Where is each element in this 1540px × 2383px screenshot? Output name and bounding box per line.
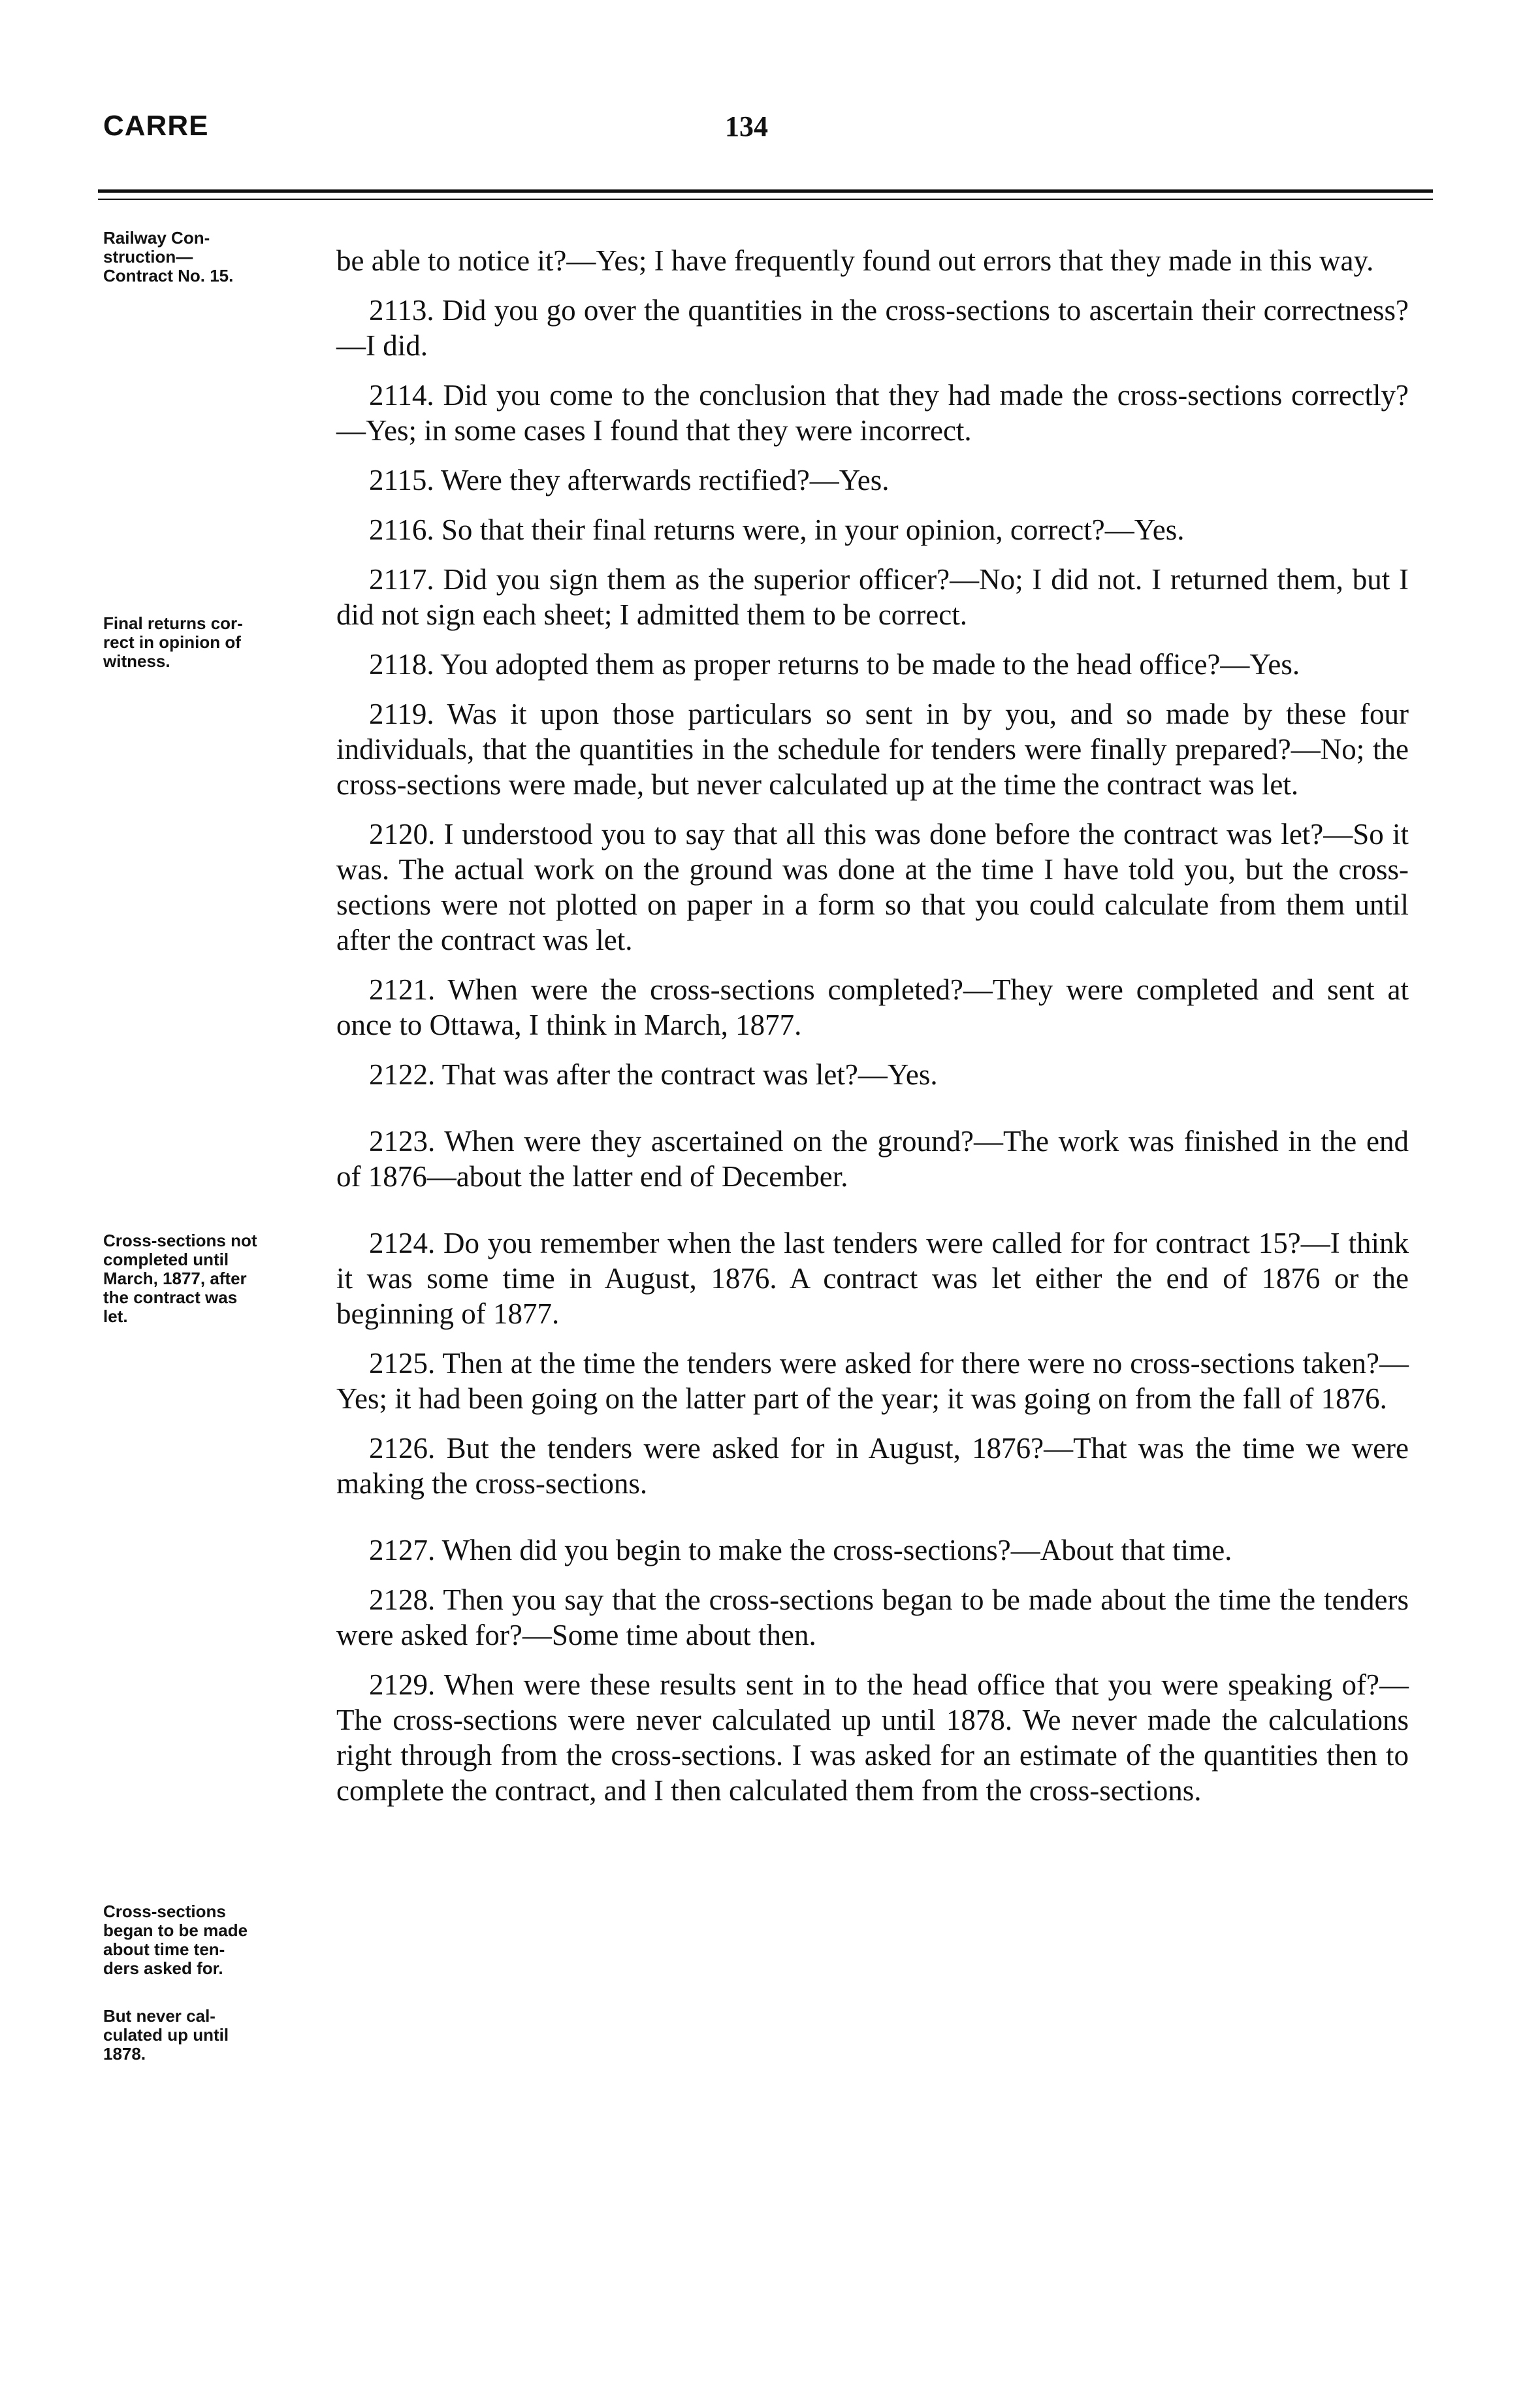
- paragraph: 2117. Did you sign them as the superior officer?—No; I did not. I returned them, but I did not sign each sheet; I admitted them to be correct.: [336, 563, 1409, 631]
- paragraph: 2129. When were these results sent in to the head office that you were speaking of?—The cross-sections were never calculated up until 1878. We never made the calculations right through from the cross-sections. I was asked for an estimate of the quantities then to complete the contract, and I then calculated them from the cross-sections.: [336, 1668, 1409, 1807]
- page-number: 134: [725, 110, 768, 142]
- paragraph: 2127. When did you begin to make the cross-sections?—About that time.: [369, 1534, 1232, 1566]
- paragraph: 2119. Was it upon those particulars so sent in by you, and so made by these four individuals, that the quantities in the schedule for tenders were finally prepared?—No; the cross-sections were made, but never calculated up at the time the contract was let.: [336, 698, 1409, 801]
- header-rule: [98, 189, 1433, 193]
- margin-note: Cross-sections not completed until March, 1877, after the contract was let.: [103, 1231, 257, 1326]
- paragraph: 2128. Then you say that the cross-sections began to be made about the time the tenders were asked for?—Some time about then.: [336, 1583, 1409, 1651]
- margin-note: Final returns cor- rect in opinion of witness.: [103, 613, 243, 671]
- paragraph: 2122. That was after the contract was let?—Yes.: [369, 1058, 938, 1091]
- header-rule-thin: [98, 199, 1433, 200]
- testimony-body: [336, 243, 1409, 1823]
- paragraph: 2113. Did you go over the quantities in the cross-sections to ascertain their correctness?—I did.: [336, 294, 1409, 362]
- paragraph: 2126. But the tenders were asked for in August, 1876?—That was the time we were making the cross-sections.: [336, 1432, 1409, 1500]
- paragraph: 2125. Then at the time the tenders were asked for there were no cross-sections taken?—Yes; it had been going on the latter part of the year; it was going on from the fall of 1876.: [336, 1347, 1409, 1415]
- paragraph: be able to notice it?—Yes; I have frequently found out errors that they made in this way.: [336, 244, 1374, 277]
- paragraph: 2114. Did you come to the conclusion that they had made the cross-sections correctly?—Yes; in some cases I found that they were incorrect.: [336, 379, 1409, 447]
- paragraph: 2116. So that their final returns were, in your opinion, correct?—Yes.: [369, 513, 1185, 546]
- paragraph: 2124. Do you remember when the last tenders were called for for contract 15?—I think it was some time in August, 1876. A contract was let either the end of 1876 or the beginning of 1877.: [336, 1227, 1409, 1330]
- running-head: CARRE: [103, 110, 209, 142]
- margin-note: Cross-sections began to be made about time ten- ders asked for.: [103, 1902, 248, 1978]
- page-header: [0, 110, 1540, 162]
- paragraph: 2121. When were the cross-sections completed?—They were completed and sent at once to Ottawa, I think in March, 1877.: [336, 973, 1409, 1041]
- paragraph: 2118. You adopted them as proper returns to be made to the head office?—Yes.: [369, 648, 1300, 681]
- paragraph: 2115. Were they afterwards rectified?—Yes.: [369, 464, 890, 496]
- paragraph: 2123. When were they ascertained on the ground?—The work was finished in the end of 1876—about the latter end of December.: [336, 1125, 1409, 1193]
- margin-note: But never cal- culated up until 1878.: [103, 2006, 229, 2064]
- paragraph: 2120. I understood you to say that all this was done before the contract was let?—So it was. The actual work on the ground was done at the time I have told you, but the cross-sections were not plotted on paper in a form so that you could calculate from them until after the contract was let.: [336, 818, 1409, 956]
- margin-note: Railway Con- struction— Contract No. 15.: [103, 228, 234, 285]
